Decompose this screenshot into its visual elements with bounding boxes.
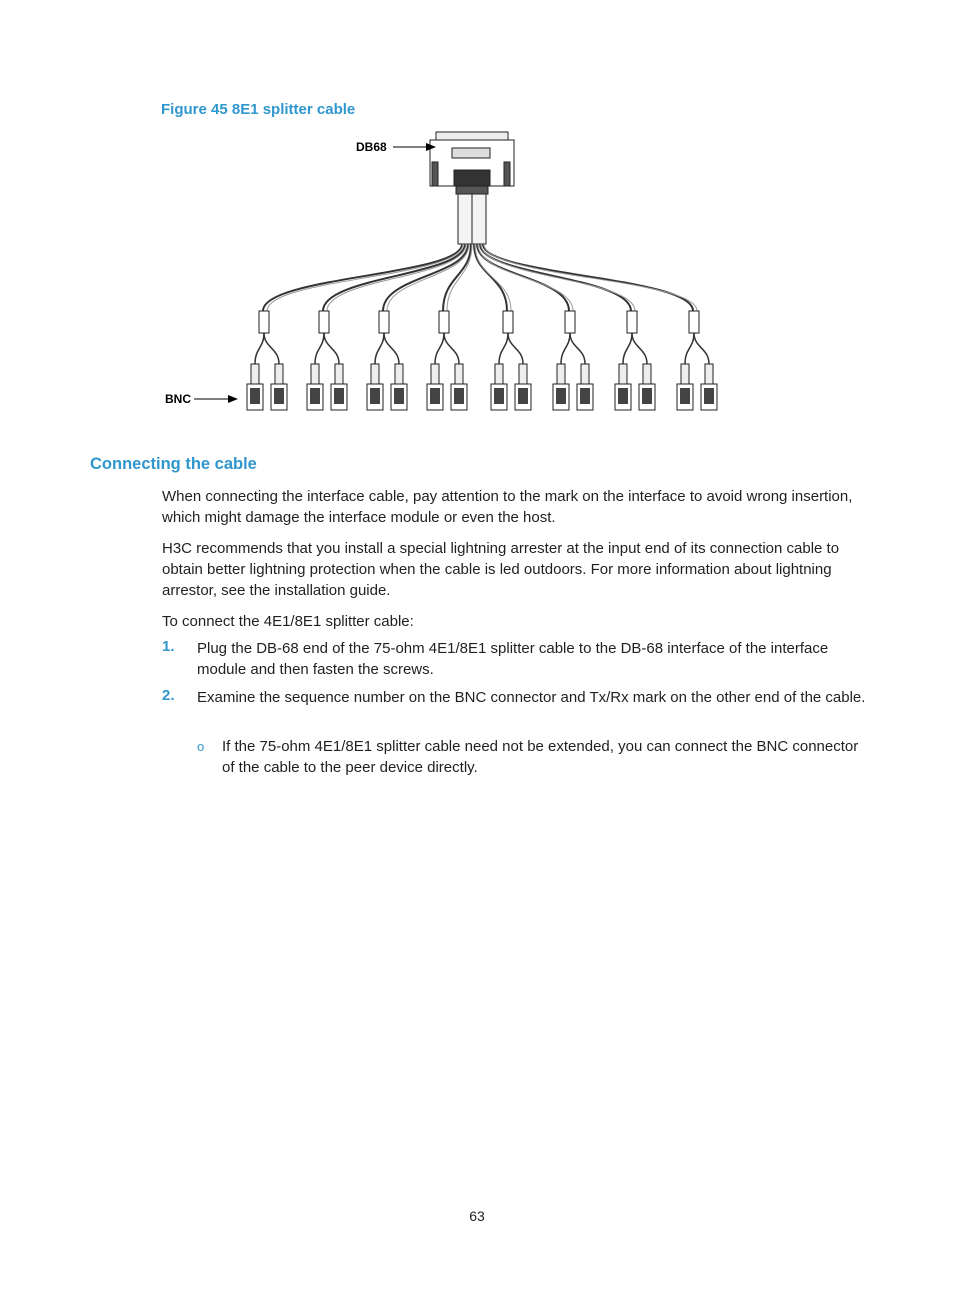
bnc-connector <box>391 364 407 410</box>
bnc-connector <box>515 364 531 410</box>
page-number: 63 <box>469 1208 485 1224</box>
bnc-connector <box>307 364 323 410</box>
figure-caption: Figure 45 8E1 splitter cable <box>161 101 356 118</box>
bnc-connector <box>331 364 347 410</box>
step-text: Examine the sequence number on the BNC connector and Tx/Rx mark on the other end of the cable. <box>197 689 866 706</box>
splitter-cable-diagram <box>160 126 760 426</box>
paragraph-procedure-intro: To connect the 4E1/8E1 splitter cable: <box>162 613 414 630</box>
step-number: 2. <box>162 687 175 704</box>
step-number: 1. <box>162 638 175 655</box>
sub-bullet-marker: o <box>197 739 205 754</box>
cable-branch <box>255 244 463 364</box>
bnc-connectors <box>247 364 717 410</box>
bnc-connector <box>427 364 443 410</box>
bnc-connector <box>615 364 631 410</box>
db68-connector <box>430 132 514 244</box>
db68-label: DB68 <box>356 140 387 154</box>
bnc-label: BNC <box>165 392 191 406</box>
paragraph-lightning-arrester: H3C recommends that you install a special lightning arrester at the input end of its connection cable to obtain better lightning protection when the cable is led outdoors. For more information about lightning arrestor, see the installation guide. <box>162 540 840 599</box>
section-heading: Connecting the cable <box>90 455 257 473</box>
splitter-cable-figure <box>160 126 760 426</box>
bnc-connector <box>677 364 693 410</box>
bnc-connector <box>271 364 287 410</box>
bnc-connector <box>577 364 593 410</box>
cable-bundle <box>255 244 709 364</box>
paragraph-insertion-warning: When connecting the interface cable, pay attention to the mark on the interface to avoid wrong insertion, which might damage the interface module or even the host. <box>162 488 853 526</box>
cable-branch <box>477 244 585 364</box>
bnc-connector <box>247 364 263 410</box>
bnc-connector <box>639 364 655 410</box>
bnc-connector <box>451 364 467 410</box>
bnc-connector <box>701 364 717 410</box>
cable-branch <box>483 244 709 364</box>
step-text: Plug the DB-68 end of the 75-ohm 4E1/8E1 splitter cable to the DB-68 interface of the interface module and then fasten the screws. <box>197 640 829 678</box>
bnc-connector <box>491 364 507 410</box>
bnc-connector <box>553 364 569 410</box>
cable-branch <box>375 244 469 364</box>
bnc-arrow <box>194 395 238 403</box>
sub-bullet-text: If the 75-ohm 4E1/8E1 splitter cable need not be extended, you can connect the BNC connector of the cable to the peer device directly. <box>222 738 859 776</box>
bnc-connector <box>367 364 383 410</box>
